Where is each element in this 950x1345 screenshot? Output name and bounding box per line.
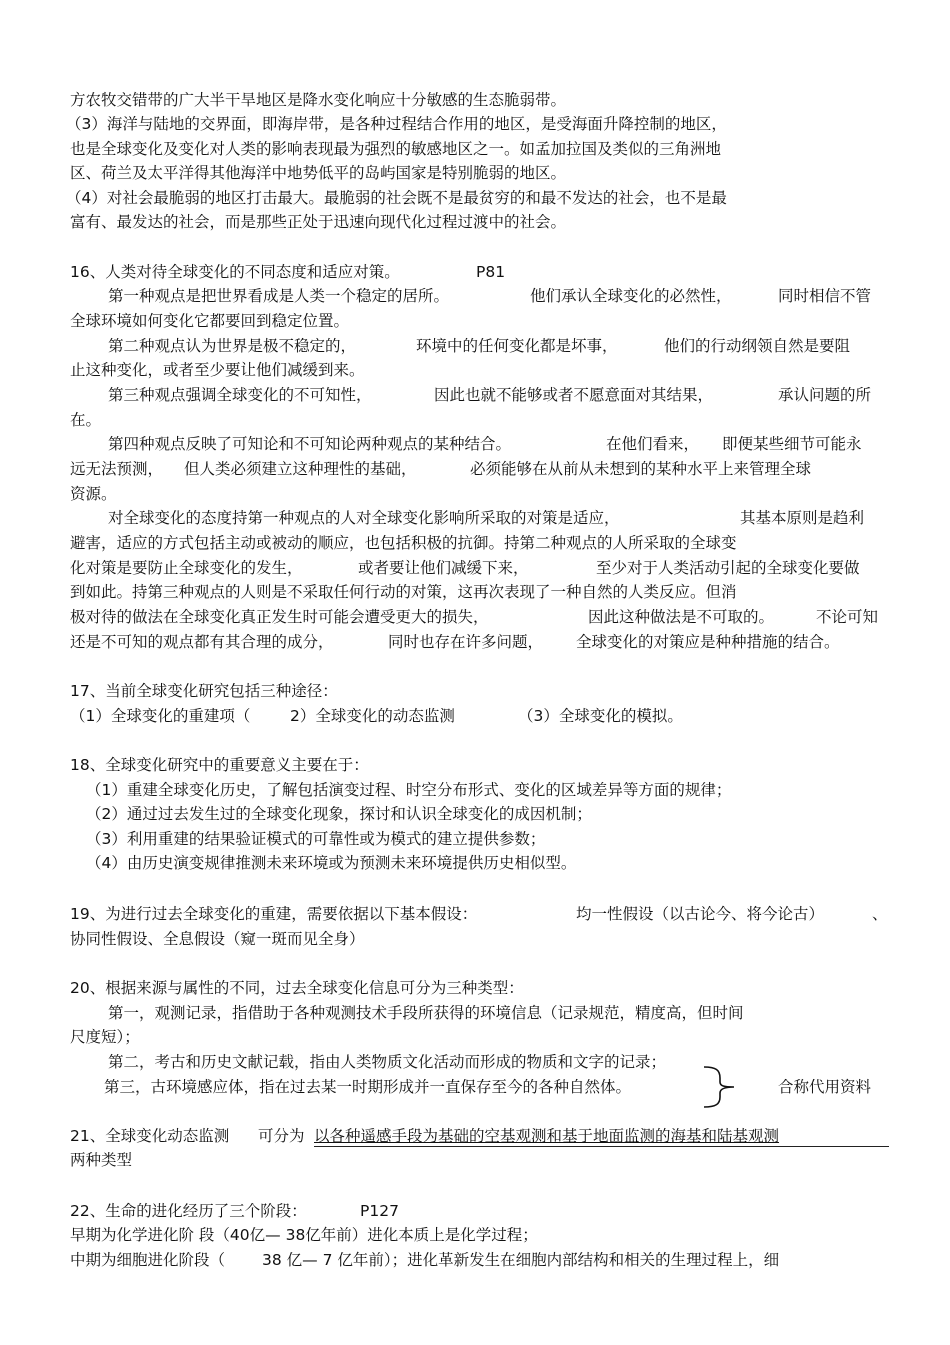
text-line: 全球环境如何变化它都要回到稳定位置。 — [70, 312, 350, 330]
text-line: 因此也就不能够或者不愿意面对其结果， — [434, 386, 714, 404]
text-line: 也是全球变化及变化对人类的影响表现最为强烈的敏感地区之一。如孟加拉国及类似的三角洲地 — [70, 140, 722, 158]
text-line: 可分为 — [258, 1127, 305, 1145]
text-line: 因此这种做法是不可取的。 — [588, 608, 775, 626]
list-item: （3）利用重建的结果验证模式的可靠性或为模式的建立提供参数； — [86, 830, 546, 848]
section-21-heading: 21、全球变化动态监测 — [70, 1127, 230, 1145]
list-item: （1）重建全球变化历史，了解包括演变过程、时空分布形式、变化的区域差异等方面的规律； — [86, 781, 732, 799]
text-line: 极对待的做法在全球变化真正发生时可能会遭受更大的损失， — [70, 608, 489, 626]
text-line: 或者要让他们减缓下来， — [358, 559, 529, 577]
text-line: 在他们看来， — [606, 435, 700, 453]
text-line: 全球变化的对策应是种种措施的结合。 — [576, 633, 840, 651]
text-line: 两种类型 — [70, 1151, 133, 1169]
section-20-heading: 20、根据来源与属性的不同，过去全球变化信息可分为三种类型： — [70, 979, 524, 997]
text-line: 早期为化学进化阶 段（40亿— 38亿年前）进化本质上是化学过程； — [70, 1226, 538, 1244]
text-line: 第四种观点反映了可知论和不可知论两种观点的某种结合。 — [108, 435, 512, 453]
underline-rule — [314, 1146, 889, 1147]
text-line: 止这种变化，或者至少要让他们减缓到来。 — [70, 361, 365, 379]
section-16-heading: 16、人类对待全球变化的不同态度和适应对策。 — [70, 263, 400, 281]
section-19-heading: 19、为进行过去全球变化的重建，需要依据以下基本假设： — [70, 905, 478, 923]
text-line: 但人类必须建立这种理性的基础， — [184, 460, 417, 478]
list-item: 2）全球变化的动态监测 — [290, 707, 455, 725]
text-line: 第三，古环境感应体，指在过去某一时期形成并一直保存至今的各种自然体。 — [104, 1078, 632, 1096]
section-18-heading: 18、全球变化研究中的重要意义主要在于： — [70, 756, 369, 774]
section-22-heading: 22、生命的进化经历了三个阶段： — [70, 1202, 307, 1220]
text-line: 38 亿— 7 亿年前）；进化革新发生在细胞内部结构和相关的生理过程上，细 — [262, 1251, 780, 1269]
text-line: 富有、最发达的社会，而是那些正处于迅速向现代化过程过渡中的社会。 — [70, 213, 567, 231]
text-line: 资源。 — [70, 485, 117, 503]
underlined-text: 以各种遥感手段为基础的空基观测和基于地面监测的海基和陆基观测 — [314, 1127, 780, 1145]
text-line: 他们承认全球变化的必然性， — [530, 287, 732, 305]
text-line: 同时也存在许多问题， — [388, 633, 544, 651]
text-line: 环境中的任何变化都是坏事， — [416, 337, 618, 355]
text-line: 不论可知 — [816, 608, 879, 626]
text-line: 均一性假设（以古论今、将今论古） — [576, 905, 825, 923]
text-line: 化对策是要防止全球变化的发生， — [70, 559, 303, 577]
text-line: 到如此。持第三种观点的人则是不采取任何行动的对策，这再次表现了一种自然的人类反应。但消 — [70, 583, 737, 601]
text-line: 第一，观测记录，指借助于各种观测技术手段所获得的环境信息（记录规范，精度高，但时间 — [108, 1004, 744, 1022]
text-line: 区、荷兰及太平洋得其他海洋中地势低平的岛屿国家是特别脆弱的地区。 — [70, 164, 567, 182]
page-reference: P127 — [360, 1202, 399, 1220]
text-line: 即便某些细节可能永 — [722, 435, 862, 453]
text-line: 必须能够在从前从未想到的某种水平上来管理全球 — [470, 460, 812, 478]
text-line: 承认问题的所 — [778, 386, 872, 404]
list-item: （3）全球变化的模拟。 — [518, 707, 683, 725]
section-17-heading: 17、当前全球变化研究包括三种途径： — [70, 682, 338, 700]
list-item: （4）由历史演变规律推测未来环境或为预测未来环境提供历史相似型。 — [86, 854, 577, 872]
curly-brace-icon — [700, 1064, 740, 1110]
text-line: 远无法预测， — [70, 460, 164, 478]
text-line: 尺度短）； — [70, 1028, 140, 1046]
text-line: 第二，考古和历史文献记载，指由人类物质文化活动而形成的物质和文字的记录； — [108, 1053, 667, 1071]
list-item: （2）通过过去发生过的全球变化现象，探讨和认识全球变化的成因机制； — [86, 805, 592, 823]
text-line: 对全球变化的态度持第一种观点的人对全球变化影响所采取的对策是适应， — [108, 509, 620, 527]
text-line: 方农牧交错带的广大半干旱地区是降水变化响应十分敏感的生态脆弱带。 — [70, 91, 567, 109]
text-line: 合称代用资料 — [778, 1078, 872, 1096]
text-line: 第二种观点认为世界是极不稳定的， — [108, 337, 357, 355]
text-line: 还是不可知的观点都有其合理的成分， — [70, 633, 334, 651]
text-line: 协同性假设、全息假设（窥一斑而见全身） — [70, 930, 365, 948]
text-line: 在。 — [70, 411, 102, 429]
text-line: 第一种观点是把世界看成是人类一个稳定的居所。 — [108, 287, 450, 305]
text-line: 第三种观点强调全球变化的不可知性， — [108, 386, 372, 404]
text-line: 、 — [872, 905, 888, 923]
list-item: （1）全球变化的重建项（ — [70, 707, 251, 725]
text-line: 同时相信不管 — [778, 287, 872, 305]
text-line: 避害，适应的方式包括主动或被动的顺应，也包括积极的抗御。持第二种观点的人所采取的全球变 — [70, 534, 737, 552]
page-reference: P81 — [476, 263, 506, 281]
text-line: 其基本原则是趋利 — [740, 509, 865, 527]
text-line: （3）海洋与陆地的交界面，即海岸带，是各种过程结合作用的地区，是受海面升降控制的地区， — [66, 115, 727, 133]
text-line: （4）对社会最脆弱的地区打击最大。最脆弱的社会既不是最贫穷的和最不发达的社会，也不是最 — [66, 189, 727, 207]
text-line: 他们的行动纲领自然是要阻 — [664, 337, 851, 355]
text-line: 中期为细胞进化阶段（ — [70, 1251, 226, 1269]
text-line: 至少对于人类活动引起的全球变化要做 — [596, 559, 860, 577]
